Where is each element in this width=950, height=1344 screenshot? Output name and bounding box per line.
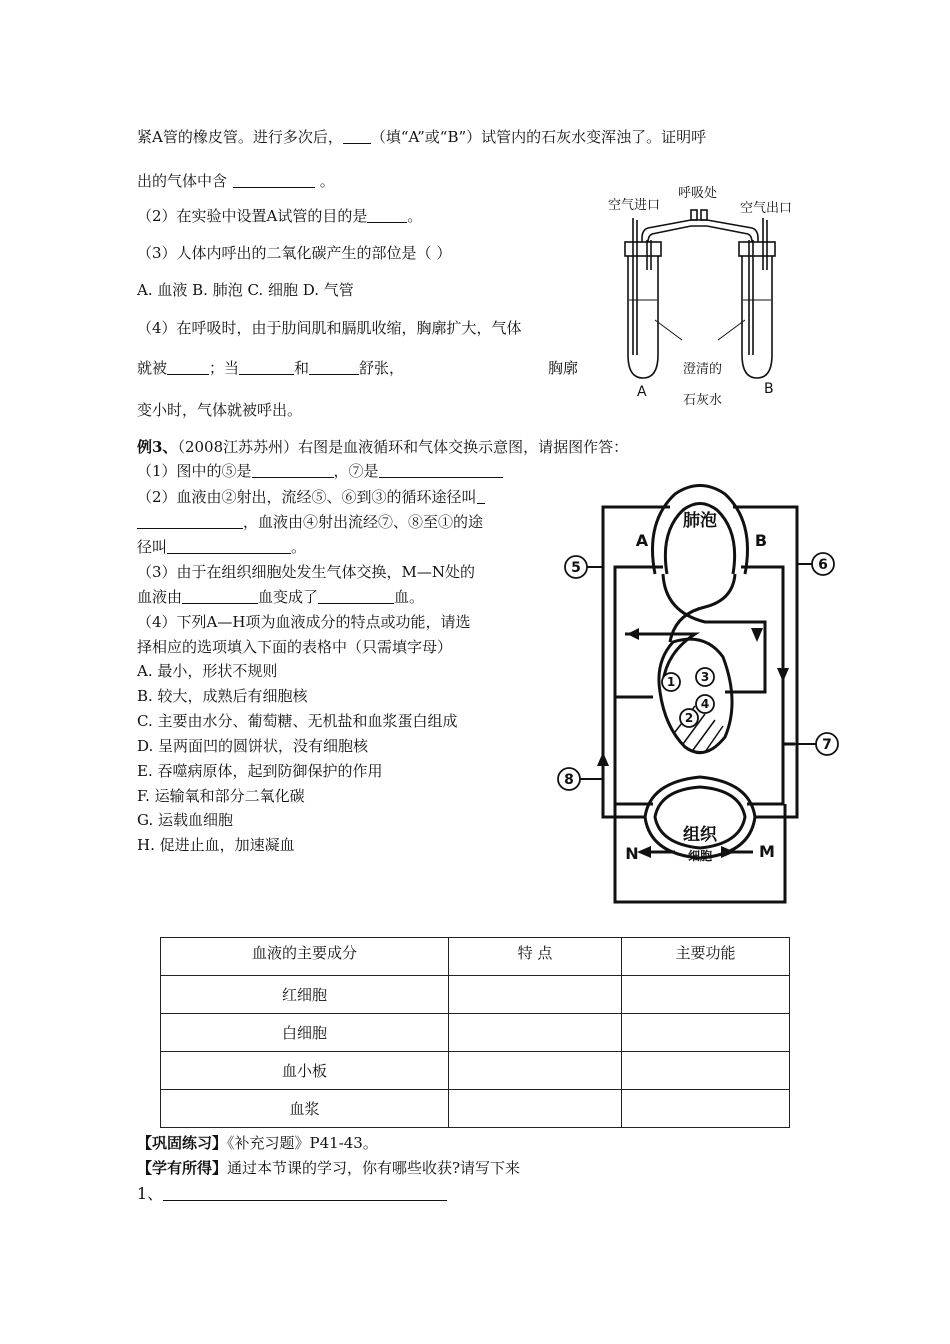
- q3-sub2-line-1: [137, 487, 485, 507]
- header-function: 主要功能: [622, 938, 790, 976]
- option-f: F. 运输氧和部分二氧化碳: [137, 787, 305, 805]
- text-fragment: 。: [319, 172, 335, 190]
- table-row: [161, 1090, 790, 1128]
- label-limewater-2: 石灰水: [683, 393, 723, 408]
- text-fragment: 血变成了: [258, 588, 319, 606]
- answer-cell[interactable]: [622, 1014, 790, 1052]
- heart-outline: [659, 639, 732, 752]
- answer-blank[interactable]: [239, 358, 294, 375]
- option-b: B. 较大，成熟后有细胞核: [137, 687, 308, 705]
- text-fragment: 。: [291, 538, 307, 556]
- arrow-aorta: [627, 628, 639, 640]
- text-fragment: （2）在实验中设置A试管的目的是: [137, 207, 368, 225]
- gain-text: 通过本节课的学习，你有哪些收获?请写下来: [227, 1159, 521, 1177]
- text-fragment: 血液由: [137, 588, 183, 606]
- label-tube-a: A: [637, 384, 647, 400]
- q2-line-2: [137, 171, 335, 191]
- answer-blank[interactable]: [182, 587, 258, 604]
- label-limewater-1: 澄清的: [683, 362, 723, 377]
- row-label: 血浆: [161, 1090, 449, 1128]
- q2-sub4-line-3: 变小时，气体就被呼出。: [137, 401, 303, 419]
- stopper-a: [625, 242, 661, 256]
- option-h: H. 促进止血，加速凝血: [137, 836, 295, 854]
- answer-cell[interactable]: [622, 1052, 790, 1090]
- row-label: 血小板: [161, 1052, 449, 1090]
- answer-blank[interactable]: [379, 461, 503, 478]
- text-fragment: ，血液由④射出流经⑦、⑧至①的途: [243, 513, 484, 531]
- example-3-heading: [137, 437, 628, 457]
- answer-cell[interactable]: [449, 1014, 622, 1052]
- q3-sub2-line-3: [137, 537, 306, 557]
- text-fragment: 出的气体中含: [137, 172, 228, 190]
- vessel-number-7: 7: [822, 737, 832, 753]
- q2-sub4-line-1: （4）在呼吸时，由于肋间肌和膈肌收缩，胸廓扩大，气体: [137, 319, 522, 337]
- chamber-4-number: 4: [700, 697, 710, 711]
- table-row: [161, 1052, 790, 1090]
- arrow-up-left: [597, 752, 609, 766]
- answer-blank[interactable]: [167, 537, 291, 554]
- example-3-intro: （2008江苏苏州）右图是血液循环和气体交换示意图，请据图作答：: [177, 438, 629, 456]
- answer-cell[interactable]: [449, 1090, 622, 1128]
- arrow-down-right: [777, 668, 789, 682]
- vessel-number-5: 5: [571, 560, 581, 576]
- label-tube-b: B: [764, 381, 774, 397]
- answer-cell[interactable]: [449, 976, 622, 1014]
- tissue-capsule-outer: [645, 777, 755, 858]
- item-number: 1、: [137, 1184, 164, 1203]
- answer-blank[interactable]: [167, 358, 209, 375]
- q3-sub3-line-2: [137, 587, 424, 607]
- table-header-row: [161, 938, 790, 976]
- q2-sub3: （3）人体内呼出的二氧化碳产生的部位是（ ）: [137, 244, 452, 262]
- text-fragment: 。: [407, 207, 423, 225]
- q2-sub3-options: A. 血液 B. 肺泡 C. 细胞 D. 气管: [137, 281, 354, 299]
- answer-blank[interactable]: [309, 358, 359, 375]
- vessel-number-8: 8: [564, 772, 574, 788]
- blood-components-table: [160, 937, 790, 1128]
- table-row: [161, 1014, 790, 1052]
- text-fragment: 血。: [394, 588, 425, 606]
- q2-line-1: [137, 127, 706, 147]
- label-b: B: [754, 531, 768, 550]
- gain-line: [137, 1158, 520, 1178]
- answer-cell[interactable]: [622, 1090, 790, 1128]
- chamber-2-number: 2: [684, 711, 694, 725]
- stopper-b: [739, 242, 775, 256]
- text-fragment: （填“A”或“B”）试管内的石灰水变浑浊了。证明呼: [370, 128, 707, 146]
- table-row: [161, 976, 790, 1014]
- option-c: C. 主要由水分、葡萄糖、无机盐和血浆蛋白组成: [137, 712, 458, 730]
- mouthpiece-right: [701, 210, 707, 220]
- chamber-1-number: 1: [666, 675, 676, 689]
- text-fragment: （2）血液由②射出，流经⑤、⑥到③的循环途径叫: [137, 488, 477, 506]
- q2-sub4-line-2-end: 胸廓: [548, 359, 579, 377]
- answer-blank[interactable]: [163, 1184, 447, 1201]
- option-a: A. 最小，形状不规则: [137, 662, 278, 680]
- answer-blank[interactable]: [137, 512, 243, 529]
- practice-text: 《补充习题》P41-43。: [227, 1134, 378, 1152]
- label-air-outlet: 空气出口: [740, 201, 793, 216]
- answer-cell[interactable]: [622, 976, 790, 1014]
- arrow-down-inner: [751, 628, 763, 642]
- label-breathing-point: 呼吸处: [678, 186, 718, 201]
- row-label: 白细胞: [161, 1014, 449, 1052]
- text-fragment: 径叫: [137, 538, 168, 556]
- header-component: 血液的主要成分: [161, 938, 449, 976]
- label-a: A: [635, 531, 649, 550]
- q3-sub1: [137, 461, 503, 481]
- mouthpiece-left: [691, 210, 697, 220]
- chamber-3-number: 3: [700, 670, 710, 684]
- example-3-label: 例3、: [137, 438, 178, 456]
- alveoli-label: 肺泡: [683, 511, 717, 531]
- text-fragment: 和: [294, 359, 310, 377]
- inner-vessel-right: [741, 567, 783, 804]
- answer-blank[interactable]: [343, 127, 371, 144]
- answer-blank[interactable]: [233, 171, 315, 188]
- q2-sub4-line-2: [137, 358, 404, 378]
- inner-vessel-left: [615, 567, 663, 804]
- practice-line: [137, 1133, 378, 1153]
- vessel-number-6: 6: [818, 557, 828, 573]
- answer-blank[interactable]: [252, 461, 334, 478]
- q3-sub3-line-1: （3）由于在组织细胞处发生气体交换，M—N处的: [137, 563, 476, 581]
- blood-circulation-diagram: [555, 482, 845, 914]
- arrow-n: [637, 846, 651, 858]
- q3-sub4-line-1: （4）下列A—H项为血液成分的特点或功能，请选: [137, 613, 471, 631]
- text-fragment: （1）图中的⑤是: [137, 462, 252, 480]
- header-feature: 特 点: [449, 938, 622, 976]
- q3-sub2-line-2: [137, 512, 483, 532]
- row-label: 红细胞: [161, 976, 449, 1014]
- option-e: E. 吞噬病原体，起到防御保护的作用: [137, 762, 383, 780]
- text-fragment: 舒张，: [359, 359, 405, 377]
- gain-label: 【学有所得】: [137, 1159, 228, 1177]
- tissue-label-2: 细胞: [687, 849, 713, 863]
- gain-item-1: [137, 1184, 447, 1204]
- label-air-inlet: 空气进口: [608, 198, 661, 213]
- q2-sub2: [137, 206, 422, 226]
- answer-blank[interactable]: [477, 487, 485, 504]
- q3-sub4-line-2: 择相应的选项填入下面的表格中（只需填字母）: [137, 638, 453, 656]
- option-d: D. 呈两面凹的圆饼状，没有细胞核: [137, 737, 369, 755]
- text-fragment: ，⑦是: [333, 462, 379, 480]
- text-fragment: 就被: [137, 359, 168, 377]
- text-fragment: 紧A管的橡皮管。进行多次后，: [137, 128, 343, 146]
- option-g: G. 运载血细胞: [137, 811, 233, 829]
- answer-blank[interactable]: [367, 206, 407, 223]
- tissue-label: 组织: [683, 825, 717, 845]
- text-fragment: ；当: [209, 359, 240, 377]
- pulmonary-artery: [670, 574, 735, 642]
- practice-label: 【巩固练习】: [137, 1134, 228, 1152]
- label-n: N: [625, 844, 639, 863]
- answer-blank[interactable]: [318, 587, 394, 604]
- answer-cell[interactable]: [449, 1052, 622, 1090]
- label-m: M: [759, 842, 775, 861]
